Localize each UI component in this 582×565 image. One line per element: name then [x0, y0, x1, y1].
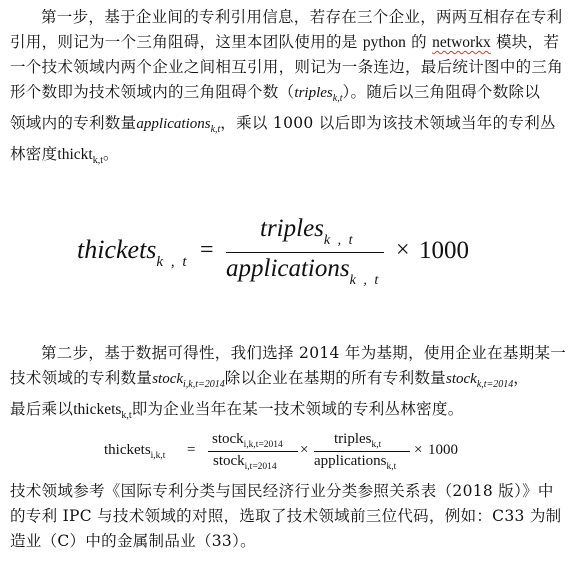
fraction-denominator: applications$_{k , t}$ [226, 255, 381, 288]
constant: 1000 [428, 442, 458, 458]
fraction-bar [226, 252, 384, 253]
fraction-bar [314, 451, 410, 452]
networkx-term: networkx [432, 34, 491, 51]
paragraph-step-two [10, 341, 572, 428]
fraction-numerator: triples$_{k,t}$ [334, 431, 382, 450]
applications-var: applications [136, 116, 211, 132]
paragraph-line: 林密度thickt$_{k,t}$。 [10, 145, 119, 166]
fraction-numerator: triples$_{k , t}$ [260, 215, 355, 248]
paragraph-line: 形个数即为技术领域内的三角阻碍个数（triples$_{k,t}$）。随后以三角阻碍个数除以 [10, 83, 541, 104]
paragraph-line: 的专利 IPC 与技术领域的对照，选取了技术领域前三位代码，例如：C33 为制 [10, 507, 562, 525]
paragraph-line: 引用，则记为一个三角阻碍，这里本团队使用的是 python 的 networkx 模块，若 [10, 33, 560, 51]
equals-sign: = [187, 442, 196, 458]
stock-var: stock [152, 371, 184, 387]
paragraph-line: 第一步，基于企业间的专利引用信息，若存在三个企业，两两互相存在专利 [41, 8, 563, 26]
formula-thickets-ikt [0, 427, 582, 473]
multiply-sign: × [300, 442, 309, 458]
fraction-denominator: applications$_{k,t}$ [314, 453, 397, 472]
thickets-var: thickets [73, 401, 122, 418]
equals-sign: = [200, 237, 214, 263]
fraction [226, 215, 384, 295]
paragraph-line: 第二步，基于数据可得性，我们选择 2014 年为基期，使用企业在基期某一 [41, 344, 567, 362]
paragraph-line: 领域内的专利数量applications$_{k,t}$，乘以 1000 以后即为该技术领域当年的专利丛 [10, 114, 556, 135]
python-term: python [362, 34, 406, 51]
paragraph-reference [10, 479, 572, 554]
thickt-var: thickt [57, 146, 93, 163]
paragraph-line: 最后乘以thickets$_{k,t}$即为企业当年在某一技术领域的专利丛林密度。 [10, 400, 464, 421]
formula-lhs: thickets$_{k , t}$ [77, 235, 189, 270]
paragraph-line: 技术领域的专利数量stock$_{i,k,t=2014}$除以企业在基期的所有专利数量stock$_{k,t=2014}$， [10, 369, 530, 390]
multiply-sign: × [414, 442, 423, 458]
paragraph-step-one [10, 5, 572, 173]
fraction-denominator: stock$_{i,t=2014}$ [213, 453, 277, 472]
fraction-bar [208, 451, 298, 452]
stock-var: stock [445, 371, 477, 387]
formula-lhs: thickets$_{i,k,t}$ [104, 442, 166, 461]
triples-var: triples [294, 85, 333, 101]
paragraph-line: 一个技术领域内两个企业之间相互引用，则记为一条连边，最后统计图中的三角 [10, 58, 564, 76]
formula-thickets-kt [0, 215, 582, 295]
paragraph-line: 技术领域参考《国际专利分类与国民经济行业分类参照关系表（2018 版）》中 [10, 482, 554, 500]
paragraph-line: 造业（C）中的金属制品业（33）。 [10, 532, 256, 550]
constant: 1000 [419, 237, 469, 264]
multiply-sign: × [396, 237, 410, 263]
fraction-numerator: stock$_{i,k,t=2014}$ [212, 431, 283, 450]
